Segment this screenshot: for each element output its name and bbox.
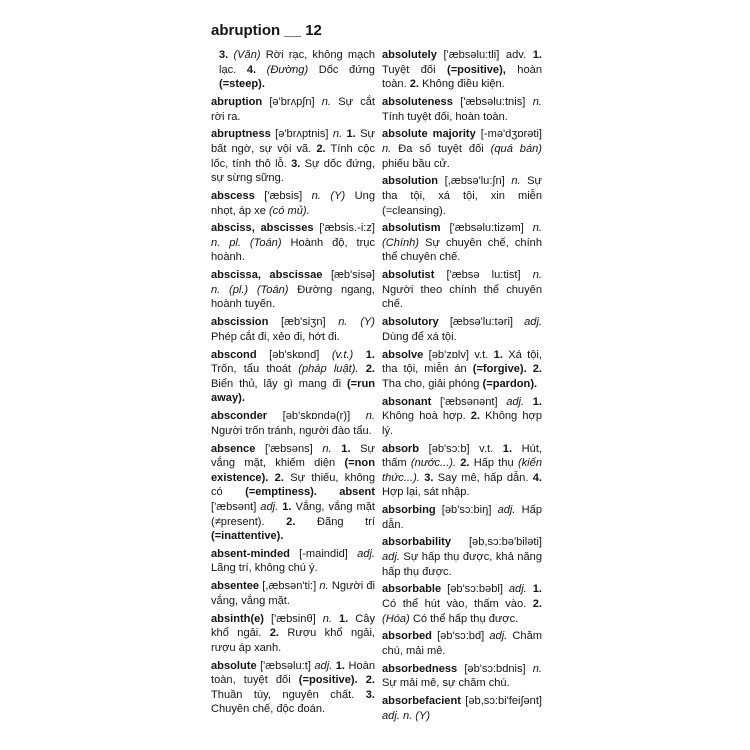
entry-text: Chuyên chế, độc đoán. — [211, 703, 326, 716]
headword: abscess — [211, 189, 255, 202]
italic-text: n. — [382, 142, 392, 155]
headword: abscission — [211, 316, 269, 329]
entry-text: Không hoà hợp. — [382, 410, 471, 423]
entry-text: [æb'sisə] — [322, 269, 375, 282]
italic-text: n. pl. (Toán) — [211, 236, 282, 249]
headword: absorbed — [382, 630, 432, 643]
italic-text: n. — [319, 580, 329, 593]
dictionary-entry — [382, 127, 542, 171]
dictionary-entry — [211, 409, 375, 438]
bold-text: 2. — [365, 674, 375, 687]
dictionary-entry — [211, 547, 375, 576]
entry-text: Có thể hấp thụ được. — [409, 612, 519, 625]
entry-text: Người trốn tránh, người đào tẩu. — [211, 424, 372, 437]
entry-text — [332, 443, 342, 455]
entry-text: ['æbsə lu:tist] — [434, 269, 533, 282]
entry-text: Lãng trí, không chú ý. — [211, 562, 318, 575]
headword: absolutory — [382, 316, 439, 329]
bold-text: 2. — [409, 78, 420, 91]
entry-text: phiếu bầu cử. — [382, 157, 450, 170]
entry-text: ['æbsənt] — [211, 500, 261, 513]
headword: absolutely — [382, 49, 437, 61]
italic-text: n. (Y) — [338, 316, 375, 329]
entry-text: [əb'sɔ:bdnis] — [457, 662, 533, 675]
bold-text: 3. — [291, 157, 301, 170]
bold-text: 1. — [532, 583, 542, 596]
italic-text: adj. — [357, 547, 375, 560]
headword: absorbefacient — [382, 695, 461, 708]
entry-text: Trốn, tẩu thoát — [211, 363, 299, 376]
dictionary-entry — [211, 95, 375, 124]
bold-text: 1. — [282, 500, 292, 513]
entry-text: Không hợp lý. — [382, 410, 542, 437]
italic-text: n. — [532, 95, 542, 108]
bold-text: (=forgive). — [472, 363, 527, 376]
bold-text: (=emptiness). — [245, 486, 317, 499]
bold-text: 2. — [460, 457, 470, 470]
entry-text — [524, 396, 533, 408]
entry-text: [əb'sɔ:b] v.t. — [419, 442, 503, 455]
entry-text: ['æbsis] — [254, 189, 312, 202]
headword: absorbable — [382, 583, 442, 596]
entry-text: [əb'sɔ:bəbl] — [441, 583, 509, 596]
entry-text: Hút, thấm — [382, 442, 543, 470]
headword: absconder — [211, 410, 268, 423]
headword: absorbability — [382, 536, 452, 549]
dictionary-entry — [211, 189, 375, 218]
entry-text: Biển thủ, lấy gì mang đi — [211, 377, 347, 390]
bold-text: 1. — [502, 442, 513, 455]
italic-text: (Chính) — [382, 236, 419, 249]
headword: absolutism — [382, 222, 441, 235]
headword: abruption — [211, 95, 263, 108]
entry-text: Đa số tuyệt đối — [391, 142, 491, 155]
page-number: 12 — [305, 22, 322, 39]
entry-text — [353, 349, 366, 361]
entry-text: ['æbsəns] — [255, 442, 323, 455]
entry-text: Hoành độ, trục hoành. — [211, 236, 375, 264]
bold-text: (=steep). — [219, 78, 265, 91]
entry-text: Sự vắng mặt, khiếm diện — [211, 442, 375, 470]
dictionary-entry — [211, 348, 375, 406]
entry-text: Ung nhọt, áp xe — [211, 189, 376, 217]
entry-text: Đãng trí — [295, 515, 375, 528]
italic-text: n. — [532, 269, 542, 282]
italic-text: n. (pl.) (Toán) — [211, 283, 289, 296]
entry-text: [əb,sɔ:bi'fei∫ənt] — [460, 695, 542, 708]
entry-text: Thuần túy, nguyên chất. — [211, 688, 366, 701]
bold-text: 2. — [532, 363, 542, 376]
continued-entry — [219, 48, 375, 92]
dictionary-entry — [382, 442, 542, 500]
right-column — [382, 48, 542, 727]
dictionary-entry — [382, 348, 542, 392]
dictionary-entry — [382, 315, 542, 344]
bold-text: 3. — [365, 688, 375, 701]
entry-text: Hoàn toàn, tuyệt đối — [211, 659, 375, 687]
headword: absonant — [382, 395, 432, 408]
entry-text: Chăm chú, mải mê. — [382, 630, 542, 657]
bold-text: 1. — [346, 128, 356, 141]
entry-text: Vắng, vắng mặt (≠present). — [211, 500, 375, 528]
bold-text: 1. — [365, 348, 375, 361]
italic-text: (quá bán) — [490, 142, 542, 155]
entry-text: Sự cắt rời ra. — [211, 95, 375, 123]
entry-text: Người đi vắng, vắng mặt. — [211, 580, 375, 607]
entry-text: Sự tha tội, xá tội, xin miễn (=cleansing). — [382, 175, 542, 217]
italic-text: n. (Y) — [311, 189, 346, 202]
bold-text: 1. — [532, 49, 542, 61]
italic-text: adj. — [506, 395, 525, 408]
italic-text: n. — [511, 175, 521, 188]
italic-text: n. — [322, 442, 332, 455]
entry-text: ['æbsis.-i:z] — [313, 222, 375, 235]
bold-text: 1. — [338, 612, 349, 625]
headword: absorbedness — [382, 662, 458, 675]
italic-text: adj. — [260, 500, 279, 513]
bold-text: 1. — [532, 395, 542, 408]
entry-text: [əb'sɔ:biŋ] — [435, 504, 498, 517]
entry-text: [-maindid] — [289, 547, 358, 560]
dictionary-entry — [211, 315, 375, 344]
italic-text: (kiến thức...). — [382, 457, 542, 484]
dictionary-entry — [211, 659, 375, 717]
running-headword: abruption — [211, 22, 281, 39]
dictionary-entry — [382, 629, 542, 658]
dictionary-entry — [382, 694, 542, 723]
entry-text: Say mê, hấp dẫn. — [433, 471, 533, 484]
entry-text: Sự chuyên chế, chính thể chuyên chế. — [382, 236, 542, 264]
entry-text: Phép cắt đi, xẻo đi, hớt đi. — [211, 330, 340, 343]
bold-text: 2. — [269, 627, 279, 640]
headword: absence — [211, 442, 256, 455]
bold-text: 1. — [341, 442, 351, 455]
bold-text: (=pardon). — [482, 377, 538, 390]
headword: abscissa, abscissae — [211, 269, 323, 282]
entry-text: Sự bất ngờ, sự vội vã. — [211, 128, 375, 155]
bold-text: 3. — [219, 49, 234, 61]
headword: abruptness — [211, 128, 271, 141]
dictionary-entry — [211, 612, 375, 656]
entry-text: [əb'zɒlv] v.t. — [423, 348, 494, 361]
entry-text: [-mə'dʒɒrəti] — [475, 128, 542, 141]
entry-text: Hợp lại, sát nhập. — [382, 486, 470, 499]
entry-text: Tính tuyệt đối, hoàn toàn. — [382, 110, 508, 123]
left-column — [211, 48, 375, 720]
italic-text: n. — [322, 612, 332, 625]
headword: absinth(e) — [211, 612, 265, 625]
header-separator: __ — [280, 22, 306, 39]
italic-text: n. — [532, 222, 542, 235]
italic-text: (Hóa) — [382, 612, 410, 625]
bold-text: (=run away). — [211, 377, 375, 405]
headword: absorbing — [382, 504, 436, 517]
entry-text: Rượu khổ ngải, rượu áp xanh. — [211, 627, 376, 654]
headword: abscond — [211, 348, 257, 361]
dictionary-entry — [382, 174, 542, 218]
italic-text: n. — [321, 95, 332, 108]
headword: absolute — [211, 659, 257, 672]
entry-text: Có thể hút vào, thấm vào. — [382, 598, 533, 611]
italic-text: n. — [532, 662, 542, 675]
dictionary-entry — [382, 395, 542, 439]
entry-text: [əb,sɔ:bə'biləti] — [451, 536, 542, 549]
italic-text: (Đường) — [266, 63, 309, 76]
headword: absolute majority — [382, 128, 476, 141]
bold-text: (=positive), — [447, 63, 506, 76]
entry-text: ['æbsəlu:tnis] — [452, 95, 533, 108]
italic-text: (có mủ). — [268, 204, 310, 217]
bold-text: 2. — [532, 598, 542, 611]
italic-text: (pháp luật). — [298, 363, 359, 376]
italic-text: n. — [332, 128, 343, 141]
dictionary-entry — [382, 535, 542, 579]
italic-text: adj. — [508, 583, 527, 596]
italic-text: adj. n. (Y) — [382, 709, 431, 722]
headword: absentee — [211, 580, 260, 593]
entry-text: [əb'sɔ:bd] — [431, 630, 490, 643]
bold-text: 2. — [316, 142, 326, 155]
entry-text: Sự hấp thụ được, khả năng hấp thụ được. — [382, 551, 542, 578]
entry-text: [ə'brʌptnis] — [270, 128, 333, 141]
italic-text: adj. — [314, 659, 333, 672]
bold-text: 4. — [246, 63, 267, 76]
entry-text: Không điều kiện. — [419, 78, 505, 91]
italic-text: (nước...). — [410, 457, 457, 470]
bold-text: absent — [339, 486, 375, 499]
dictionary-entry — [211, 268, 375, 312]
dictionary-entry — [211, 442, 375, 544]
italic-text: n. — [365, 410, 375, 423]
headword: absciss, abscisses — [211, 222, 314, 235]
bold-text: 2. — [274, 471, 284, 484]
headword: absent-minded — [211, 547, 290, 560]
bold-text: 3. — [424, 471, 434, 484]
dictionary-entry — [211, 579, 375, 608]
italic-text: adj. — [382, 551, 400, 564]
entry-text: Đường ngang, hoành tuyến. — [211, 283, 375, 311]
italic-text: (v.t.) — [331, 348, 354, 361]
dictionary-entry — [382, 582, 542, 626]
entry-text: Sự mải mê, sự chăm chú. — [382, 677, 510, 690]
entry-text: ['æbsəlu:tli] adv. — [436, 49, 533, 61]
dictionary-entry — [382, 503, 542, 532]
entry-text: Người theo chính thể chuyên chế. — [382, 283, 542, 311]
dictionary-entry — [382, 662, 542, 691]
entry-text — [332, 613, 339, 625]
headword: absorb — [382, 442, 419, 455]
entry-text: Dốc đứng — [308, 63, 375, 76]
bold-text: 2. — [286, 515, 296, 528]
entry-text: [əb'skɒnd] — [256, 348, 332, 361]
dictionary-entry — [211, 127, 375, 185]
headword: absolutist — [382, 269, 435, 282]
entry-text: ['æbsəlu:t] — [256, 659, 315, 672]
italic-text: adj. — [489, 630, 508, 643]
entry-text: [æbsə'lu:təri] — [438, 316, 525, 329]
entry-text: Sự dốc đứng, sự sừng sững. — [211, 157, 375, 185]
italic-text: adj. — [497, 504, 516, 517]
entry-text: Xá tội, tha tội, miễn án — [382, 348, 542, 376]
entry-text: ['æbsinθ] — [264, 612, 323, 625]
entry-text: Tuyệt đối — [382, 63, 447, 76]
bold-text: 2. — [365, 363, 376, 376]
bold-text: 4. — [532, 471, 542, 484]
entry-text: hoàn toàn. — [382, 63, 542, 91]
headword: absolution — [382, 175, 439, 188]
dictionary-entry — [211, 221, 375, 265]
entry-text — [358, 674, 366, 686]
dictionary-entry — [382, 221, 542, 265]
page-header — [211, 22, 322, 40]
italic-text: adj. — [524, 316, 542, 329]
entry-text: Rời rạc, không mạch lạc. — [219, 49, 375, 76]
bold-text: 2. — [470, 410, 480, 423]
entry-text: [æb'siʒn] — [268, 316, 339, 329]
entry-text: Hấp thụ — [469, 457, 518, 470]
entry-text: ['æbsənənt] — [431, 395, 507, 408]
italic-text: (Văn) — [233, 49, 261, 61]
bold-text: 1. — [493, 348, 503, 361]
dictionary-entry — [382, 268, 542, 312]
entry-text: Dùng để xá tội. — [382, 330, 457, 343]
bold-text: (=inattentive). — [211, 530, 284, 543]
entry-text: Sự thiếu, không có — [211, 471, 375, 499]
entry-text: Cây khổ ngải. — [211, 612, 375, 640]
entry-text: [,æbsə'lu:∫n] — [438, 175, 512, 188]
entry-text — [359, 363, 366, 375]
entry-text — [317, 486, 339, 498]
bold-text: 1. — [335, 659, 346, 672]
dictionary-entry — [382, 95, 542, 124]
entry-text: Hấp dẫn. — [382, 504, 542, 531]
entry-text: Tính cộc lốc, tính thô lỗ. — [211, 142, 375, 170]
entry-text: [ə'brʌp∫n] — [262, 95, 322, 108]
headword: absolve — [382, 348, 424, 361]
bold-text: (=positive). — [298, 674, 358, 687]
entry-text: ['æbsəlu:tizəm] — [440, 222, 533, 235]
headword: absoluteness — [382, 95, 453, 108]
entry-text: [əb'skɒndə(r)] — [267, 410, 366, 423]
bold-text: (=non existence). — [211, 457, 375, 484]
entry-text: Tha cho, giải phóng — [382, 377, 483, 390]
entry-text: [,æbsən'ti:] — [259, 580, 320, 593]
dictionary-entry — [382, 48, 542, 92]
